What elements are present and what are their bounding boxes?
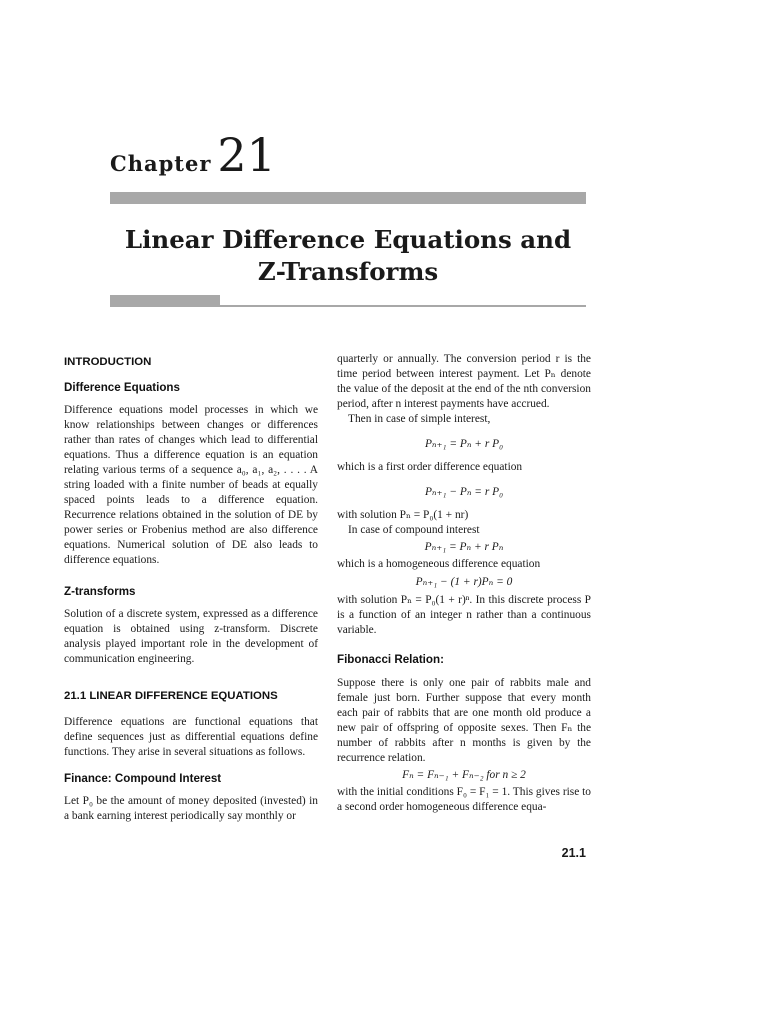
chapter-label: Chapter — [110, 151, 212, 176]
z-transforms-heading: Z-transforms — [64, 585, 136, 598]
equation-first-order: Pₙ₊₁ − Pₙ = r P₀ — [424, 486, 504, 498]
simple-interest-intro: Then in case of simple interest, — [348, 413, 491, 425]
difference-equations-paragraph: Difference equations model processes in which we know relationships between changes or differences rather than rates of changes which lead to differential equations. Thus a difference equation is an equation relating various terms of a sequence a₀, a₁, a₂, . . . . A string loaded with a finite number of beads at equally spaced points leads to a difference equation. Recurrence relations obtained in the solution of DE by power series or Frobenius method are also difference equations. Numerical solution of DE also leads to difference equations. — [64, 404, 318, 566]
fibonacci-heading: Fibonacci Relation: — [337, 653, 444, 666]
chapter-title — [110, 224, 586, 288]
introduction-heading: INTRODUCTION — [64, 356, 152, 368]
compound-interest-intro: In case of compound interest — [348, 524, 480, 536]
top-rule — [110, 192, 586, 204]
chapter-number: 21 — [217, 128, 276, 182]
section-paragraph: Difference equations are functional equations that define sequences just as differential equations define functions. They arise in several situations as follows. — [64, 716, 318, 758]
initial-conditions-text: with the initial conditions F₀ = F₁ = 1. This gives rise to a second order homogeneous difference equa- — [337, 786, 591, 813]
finance-heading: Finance: Compound Interest — [64, 772, 222, 785]
chapter-title-line2: Z-Transforms — [257, 257, 439, 286]
left-column — [64, 352, 318, 824]
conversion-paragraph: quarterly or annually. The conversion period r is the time period between interest payment. Let Pₙ denote the value of the deposit at the end of the nth conversion period, after n interest payments have accrued. — [337, 353, 591, 410]
first-order-text: which is a first order difference equation — [337, 461, 523, 473]
finance-paragraph: Let P₀ be the amount of money deposited (invested) in a bank earning interest periodically say monthly or — [64, 795, 318, 822]
z-transforms-paragraph: Solution of a discrete system, expressed as a difference equation is obtained using z-transform. Discrete analysis played important role in the development of communication engineering. — [64, 608, 318, 665]
section-heading: 21.1 LINEAR DIFFERENCE EQUATIONS — [64, 690, 278, 702]
simple-solution-text: with solution Pₙ = P₀(1 + nr) — [337, 509, 469, 521]
equation-simple-interest: Pₙ₊₁ = Pₙ + r P₀ — [424, 438, 504, 450]
equation-compound-interest: Pₙ₊₁ = Pₙ + r Pₙ — [424, 541, 504, 553]
bottom-rule-block — [110, 295, 220, 307]
chapter-title-line1: Linear Difference Equations and — [124, 225, 572, 254]
bottom-rule-line — [220, 305, 586, 307]
page-number: 21.1 — [561, 846, 586, 860]
right-column — [337, 352, 591, 815]
difference-equations-heading: Difference Equations — [64, 381, 180, 394]
homogeneous-text: which is a homogeneous difference equation — [337, 558, 541, 570]
equation-homogeneous: Pₙ₊₁ − (1 + r)Pₙ = 0 — [415, 576, 513, 588]
chapter-heading — [110, 128, 410, 182]
fibonacci-paragraph: Suppose there is only one pair of rabbits male and female just born. Further suppose that every month each pair of rabbits that are one month old produce a new pair of offspring of opposite sexes. Then Fₙ the number of rabbits after n months is given by the recurrence relation. — [337, 677, 591, 764]
compound-solution-text: with solution Pₙ = P₀(1 + r)ⁿ. In this discrete process P is a function of an integer n rather than a continuous variable. — [337, 594, 591, 636]
equation-fibonacci: Fₙ = Fₙ₋₁ + Fₙ₋₂ for n ≥ 2 — [402, 769, 526, 781]
